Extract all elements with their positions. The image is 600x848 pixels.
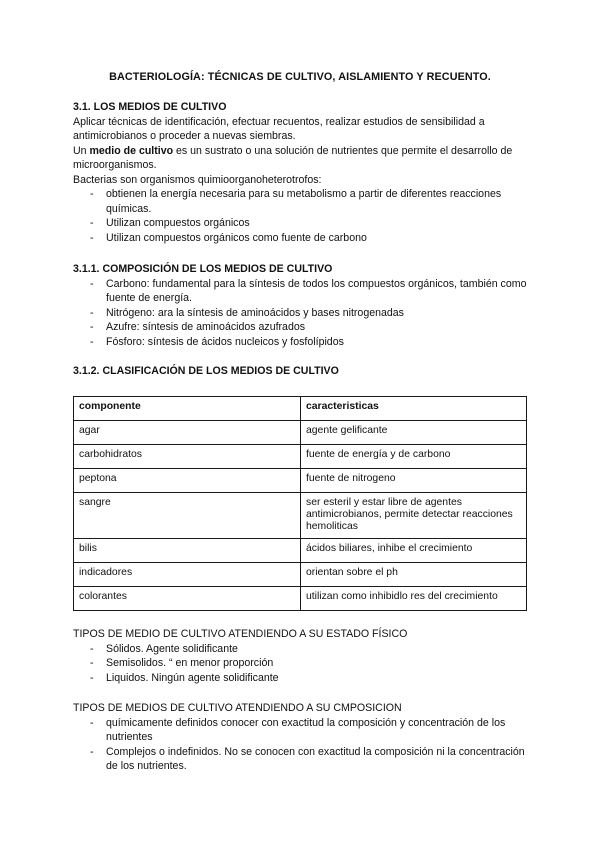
definition-paragraph <box>73 144 533 173</box>
section-clasificacion <box>73 364 533 379</box>
table-cell: agente gelificante <box>301 421 527 445</box>
list-item: - Semisolidos. “ en menor proporción <box>73 656 533 671</box>
table-cell: orientan sobre el ph <box>301 563 527 587</box>
table-cell: ácidos biliares, inhibe el crecimiento <box>301 539 527 563</box>
table-cell: carbohidratos <box>74 445 301 469</box>
table-row <box>74 539 527 563</box>
section-composicion-tipos <box>73 701 533 774</box>
table-header-row <box>74 397 527 421</box>
list-item: - Nitrógeno: ara la síntesis de aminoácidos y bases nitrogenadas <box>73 306 533 321</box>
bacteria-list <box>73 187 533 245</box>
section-heading: TIPOS DE MEDIOS DE CULTIVO ATENDIENDO A SU CMPOSICION <box>73 702 402 714</box>
list-item: - obtienen la energía necesaria para su metabolismo a partir de diferentes reacciones químicas. <box>73 187 533 216</box>
list-item: - Fósforo: síntesis de ácidos nucleicos y fosfolípidos <box>73 335 533 350</box>
section-heading: 3.1.1. COMPOSICIÓN DE LOS MEDIOS DE CULTIVO <box>73 263 333 275</box>
table-row <box>74 493 527 539</box>
section-estado-fisico <box>73 627 533 685</box>
physical-state-list <box>73 642 533 686</box>
table-row <box>74 587 527 611</box>
table-row <box>74 563 527 587</box>
table-cell: indicadores <box>74 563 301 587</box>
table-cell: fuente de energía y de carbono <box>301 445 527 469</box>
intro-paragraph: Aplicar técnicas de identificación, efectuar recuentos, realizar estudios de sensibilidad a antimicrobianos o proceder a nuevas siembras. <box>73 115 485 142</box>
table-cell: utilizan como inhibidlo res del crecimiento <box>301 587 527 611</box>
list-item: - Carbono: fundamental para la síntesis de todos los compuestos orgánicos, también como fuente de energía. <box>73 277 533 306</box>
section-heading: TIPOS DE MEDIO DE CULTIVO ATENDIENDO A SU ESTADO FÍSICO <box>73 628 408 640</box>
composition-types-list <box>73 716 533 774</box>
table-cell: sangre <box>74 493 301 539</box>
definition-text: es un sustrato o una solución de nutrientes que permite el desarrollo de microorganismos. <box>73 144 513 171</box>
definition-prefix: Un <box>73 144 90 157</box>
table-row <box>74 421 527 445</box>
section-heading: 3.1. LOS MEDIOS DE CULTIVO <box>73 101 227 113</box>
composition-list <box>73 277 533 350</box>
table-cell: fuente de nitrogeno <box>301 469 527 493</box>
table-header-cell: caracteristicas <box>301 397 527 421</box>
table-cell: ser esteril y estar libre de agentes antimicrobianos, permite detectar reacciones hemoliticas <box>301 493 527 539</box>
table-cell: peptona <box>74 469 301 493</box>
components-table <box>73 396 527 611</box>
list-item: - Liquidos. Ningún agente solidificante <box>73 671 533 686</box>
table-cell: colorantes <box>74 587 301 611</box>
bacteria-paragraph: Bacterias son organismos quimioorganoheterotrofos: <box>73 173 322 186</box>
table-row <box>74 469 527 493</box>
list-item: - químicamente definidos conocer con exactitud la composición y concentración de los nutrientes <box>73 716 533 745</box>
section-composicion <box>73 262 533 349</box>
definition-term: medio de cultivo <box>89 144 174 157</box>
list-item: - Azufre: síntesis de aminoácidos azufrados <box>73 320 533 335</box>
list-item: - Sólidos. Agente solidificante <box>73 642 533 657</box>
table-header-cell: componente <box>74 397 301 421</box>
list-item: - Utilizan compuestos orgánicos como fuente de carbono <box>73 231 533 246</box>
table-cell: agar <box>74 421 301 445</box>
section-heading: 3.1.2. CLASIFICACIÓN DE LOS MEDIOS DE CULTIVO <box>73 365 339 377</box>
list-item: - Utilizan compuestos orgánicos <box>73 216 533 231</box>
table-row <box>74 445 527 469</box>
document-title: BACTERIOLOGÍA: TÉCNICAS DE CULTIVO, AISLAMIENTO Y RECUENTO. <box>109 71 491 83</box>
table-cell: bilis <box>74 539 301 563</box>
list-item: - Complejos o indefinidos. No se conocen con exactitud la composición ni la concentración de los nutrientes. <box>73 745 533 774</box>
section-medios-de-cultivo <box>73 100 533 245</box>
